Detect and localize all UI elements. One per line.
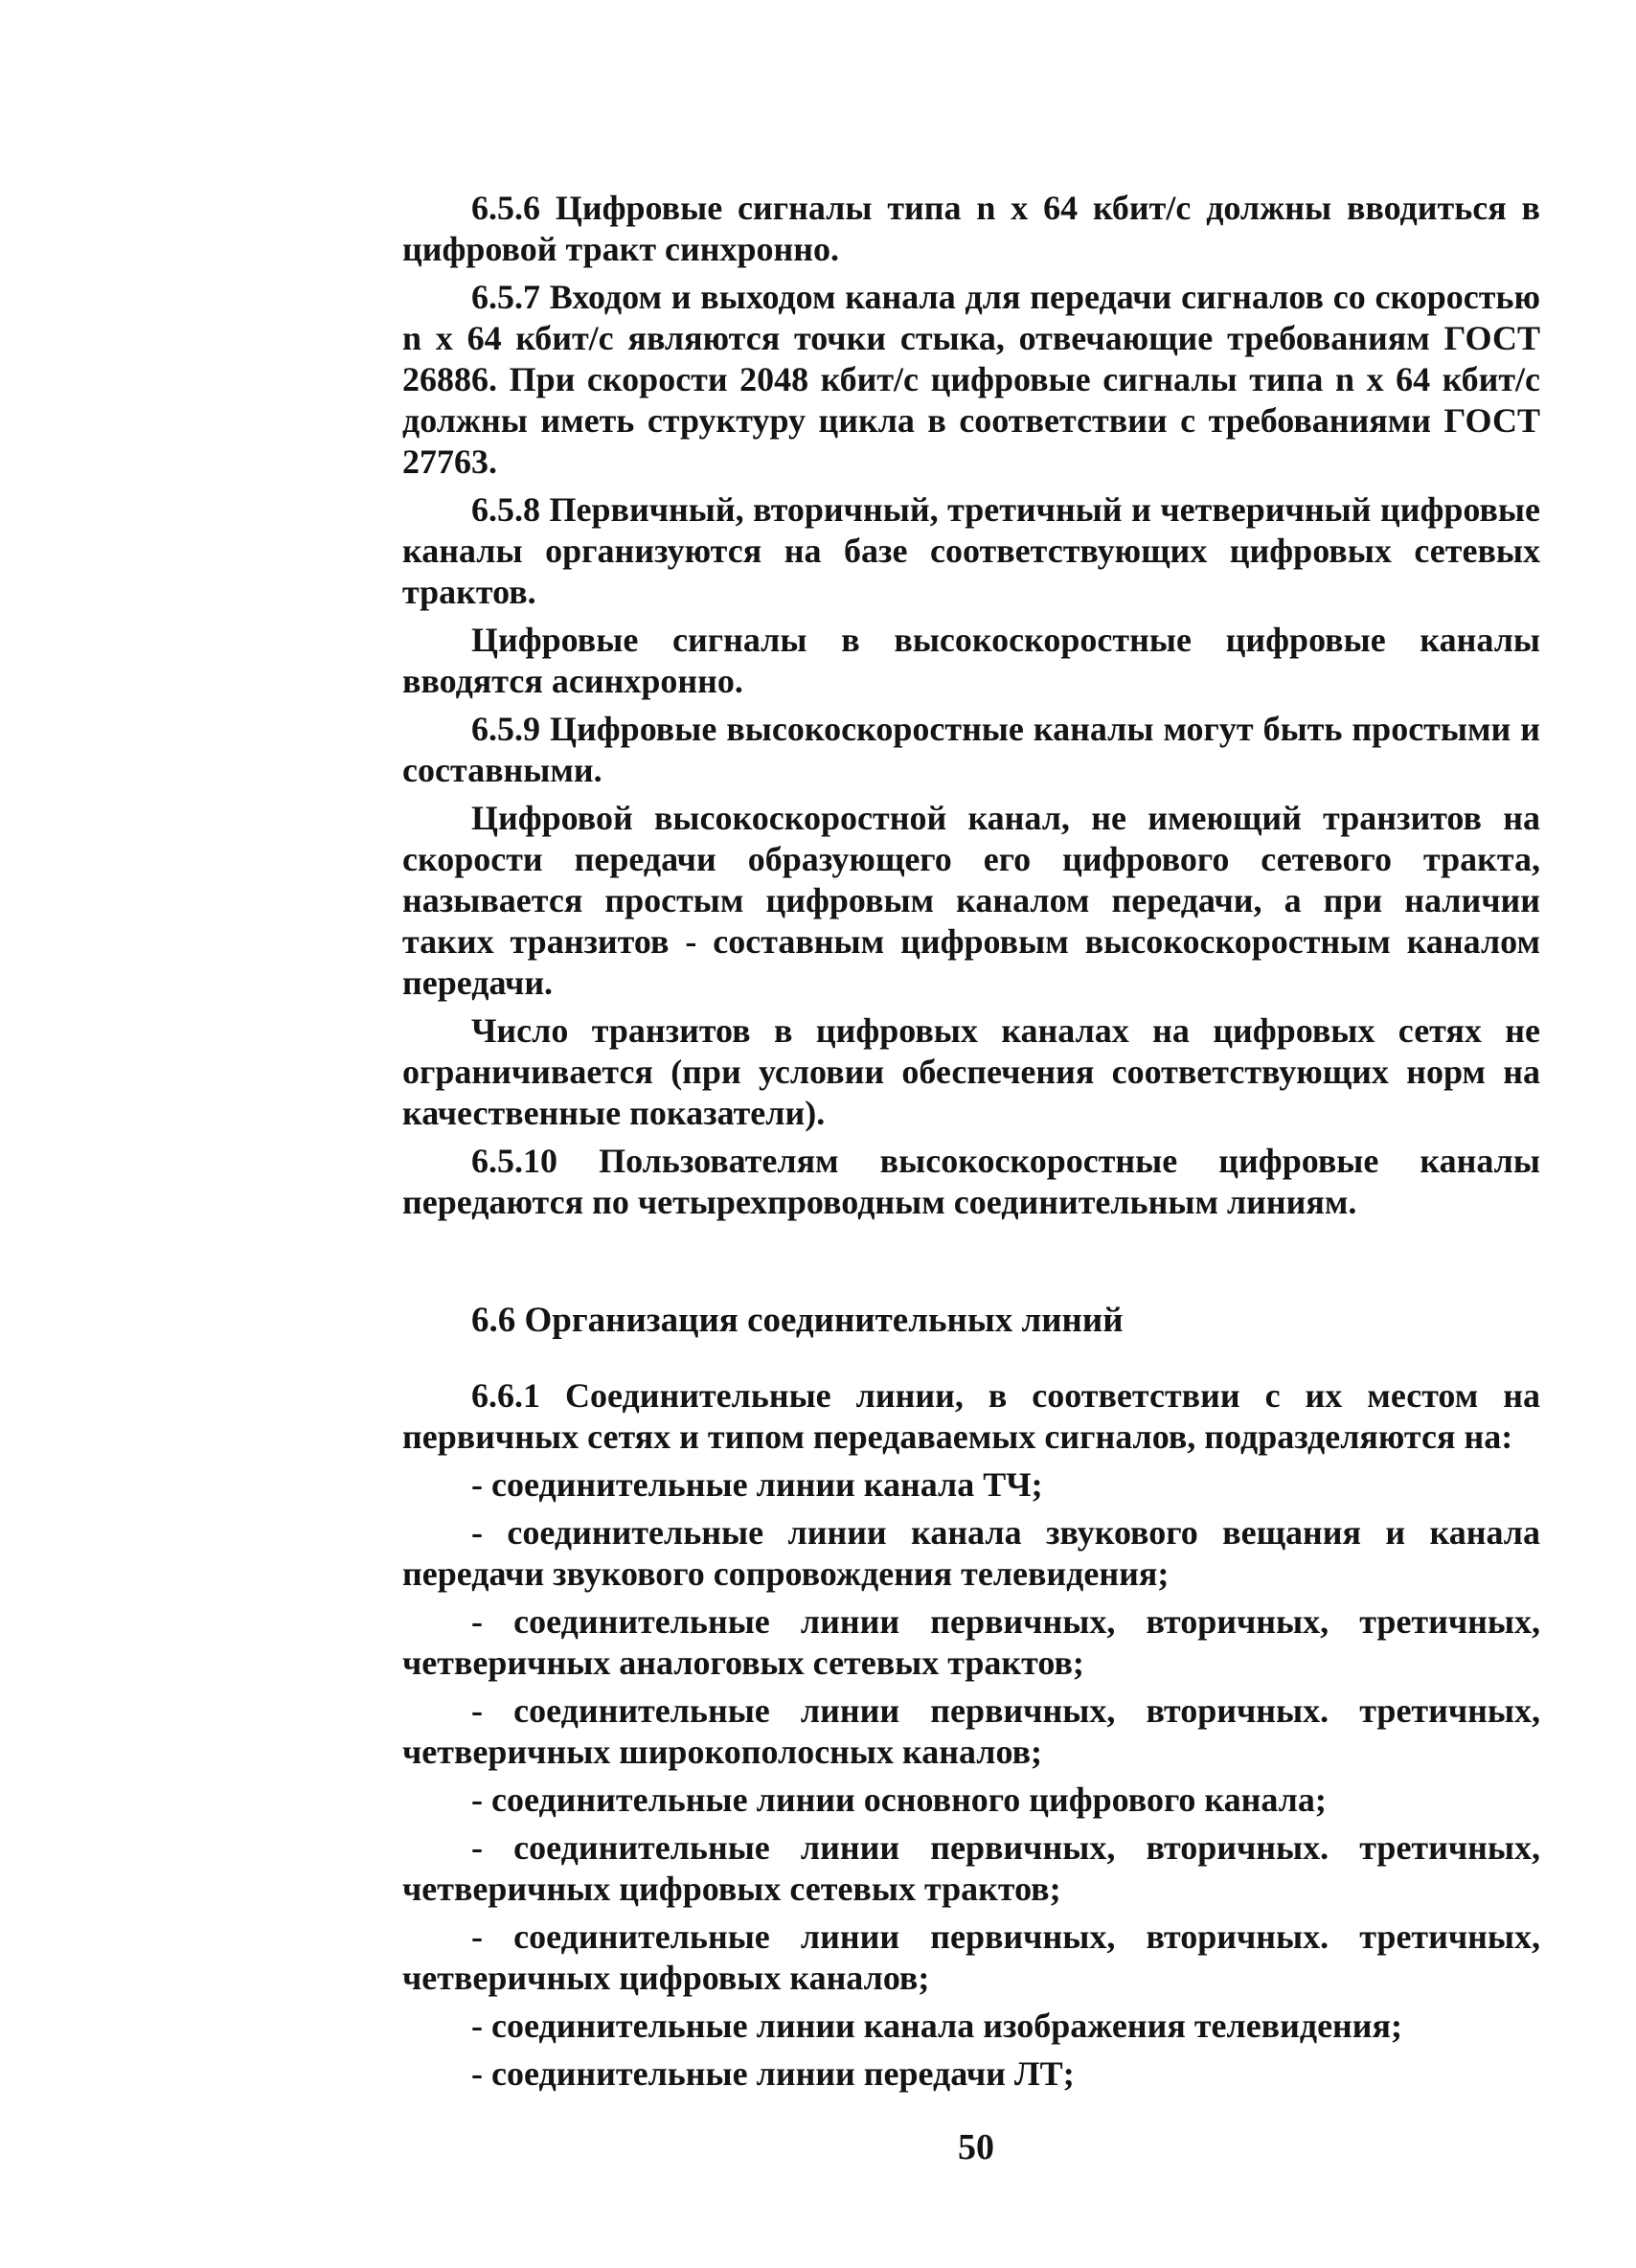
page-number: 50 <box>958 2127 994 2167</box>
list-item: - соединительные линии первичных, вторичных, третичных, четверичных аналоговых сетевых трактов; <box>402 1602 1540 1682</box>
list-item: - соединительные линии канала звукового вещания и канала передачи звукового сопровождения телевидения; <box>402 1513 1540 1593</box>
list-item: - соединительные линии основного цифрового канала; <box>471 1780 1327 1819</box>
list-item: - соединительные линии первичных, вторичных. третичных, четверичных цифровых сетевых трактов; <box>402 1828 1540 1908</box>
paragraph-6-5-8: 6.5.8 Первичный, вторичный, третичный и четверичный цифровые каналы организуются на базе соответствующих цифровых сетевых трактов. <box>402 490 1540 611</box>
list-item: - соединительные линии передачи ЛТ; <box>471 2054 1075 2093</box>
paragraph-simple-composite: Цифровой высокоскоростной канал, не имеющий транзитов на скорости передачи образующего его цифрового сетевого тракта, называется простым цифровым каналом передачи, а при наличии таких транзитов - составным цифровым высокоскоростным каналом передачи. <box>402 799 1540 1002</box>
paragraph-6-5-10: 6.5.10 Пользователям высокоскоростные цифровые каналы передаются по четырехпроводным соединительным линиям. <box>402 1142 1540 1221</box>
list-item: - соединительные линии канала ТЧ; <box>471 1465 1043 1504</box>
paragraph-6-5-9: 6.5.9 Цифровые высокоскоростные каналы могут быть простыми и составными. <box>402 710 1540 789</box>
list-item: - соединительные линии канала изображения телевидения; <box>471 2007 1402 2045</box>
paragraph-6-5-6: 6.5.6 Цифровые сигналы типа n x 64 кбит/с должны вводиться в цифровой тракт синхронно. <box>402 189 1540 268</box>
section-heading-6-6: 6.6 Организация соединительных линий <box>471 1301 1124 1340</box>
document-body <box>402 188 1540 2101</box>
paragraph-6-5-7: 6.5.7 Входом и выходом канала для передачи сигналов со скоростью n x 64 кбит/с являются точки стыка, отвечающие требованиям ГОСТ 26886. При скорости 2048 кбит/с цифровые сигналы типа n x 64 кбит/с должны иметь структуру цикла в соответствии с требованиями ГОСТ 27763. <box>402 278 1540 481</box>
paragraph-6-6-1: 6.6.1 Соединительные линии, в соответствии с их местом на первичных сетях и типом передаваемых сигналов, подразделяются на: <box>402 1376 1540 1456</box>
paragraph-transit-count: Число транзитов в цифровых каналах на цифровых сетях не ограничивается (при условии обеспечения соответствующих норм на качественные показатели). <box>402 1011 1540 1132</box>
paragraph-async-signals: Цифровые сигналы в высокоскоростные цифровые каналы вводятся асинхронно. <box>402 621 1540 700</box>
list-item: - соединительные линии первичных, вторичных. третичных, четверичных цифровых каналов; <box>402 1917 1540 1997</box>
list-item: - соединительные линии первичных, вторичных. третичных, четверичных широкополосных каналов; <box>402 1691 1540 1771</box>
